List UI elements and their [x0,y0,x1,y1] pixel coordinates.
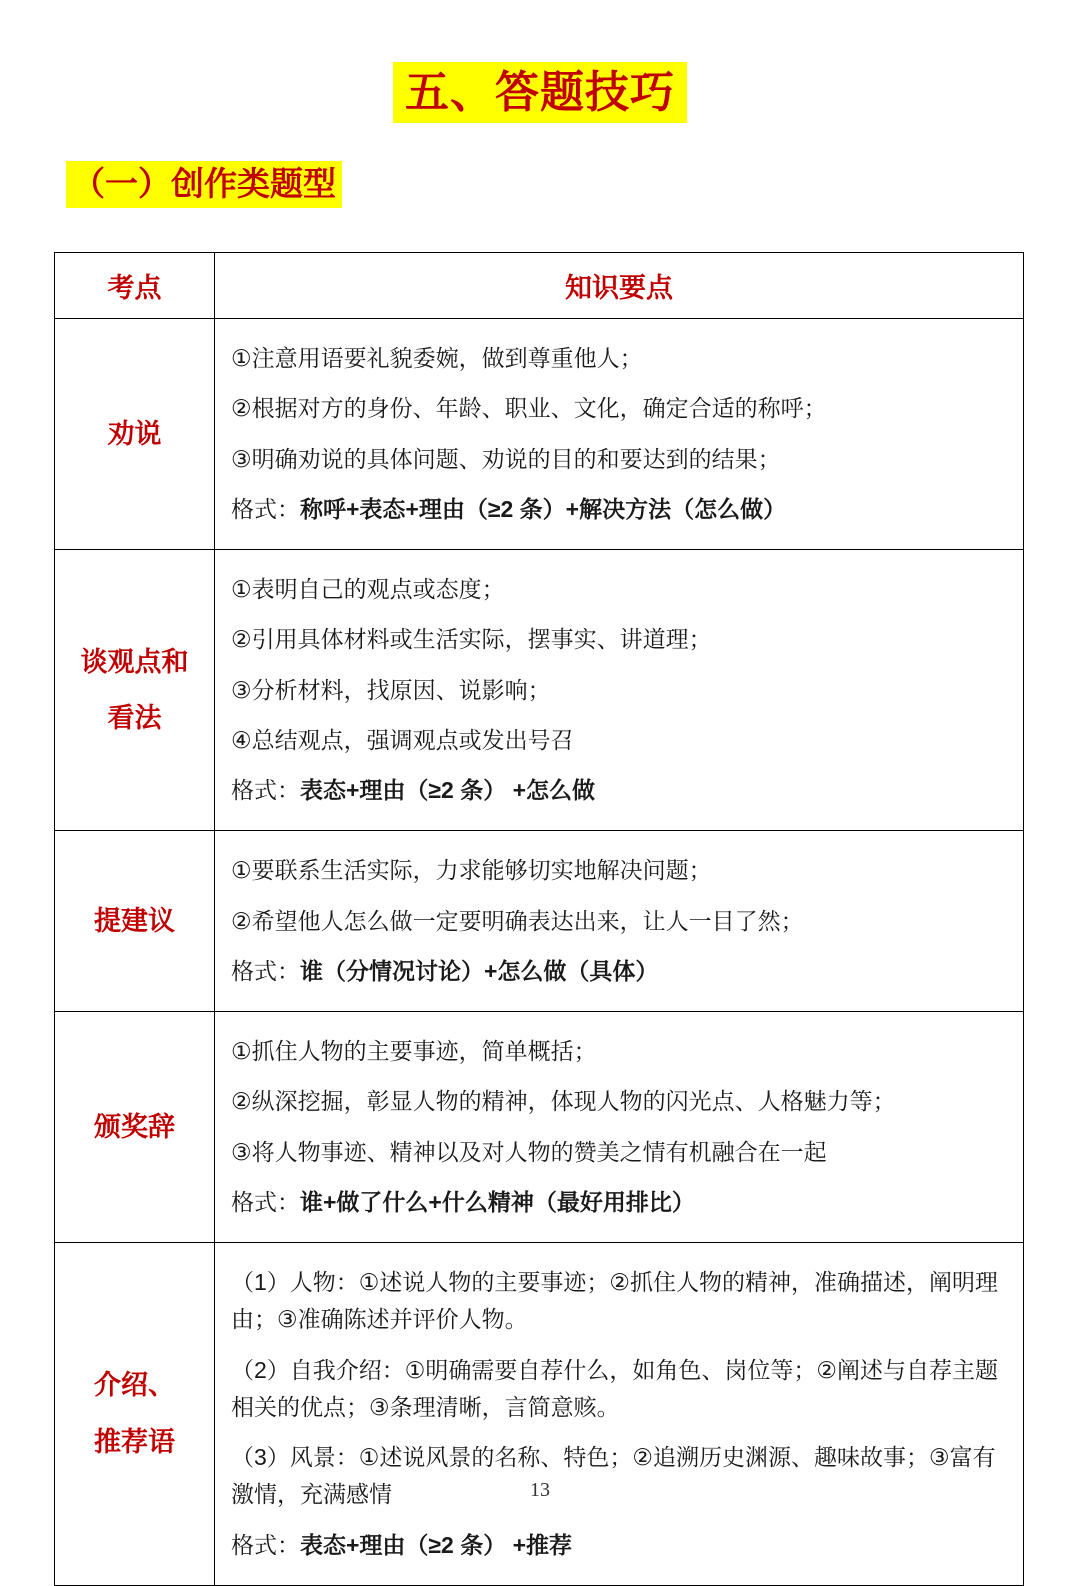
point-line: ①抓住人物的主要事迹，简单概括； [231,1038,597,1065]
point-line: 格式：谁（分情况讨论）+怎么做（具体） [231,957,659,984]
point-line: ①要联系生活实际，力求能够切实地解决问题； [231,857,712,884]
column-header-points: 知识要点 [215,253,1024,319]
table-row [55,1243,1024,1586]
point-line: ③明确劝说的具体问题、劝说的目的和要达到的结果； [231,445,781,472]
page-title: 五、答题技巧 [393,62,687,123]
table-row [55,550,1024,831]
point-line: 格式：称呼+表态+理由（≥2 条）+解决方法（怎么做） [231,495,787,522]
topic-label: 颁奖辞 [55,1012,215,1243]
section-heading: （一）创作类题型 [66,161,342,208]
point-line: （1）人物：①述说人物的主要事迹；②抓住人物的精神，准确描述，阐明理由；③准确陈述并评价人物。 [231,1269,999,1333]
point-line: （2）自我介绍：①明确需要自荐什么，如角色、岗位等；②阐述与自荐主题相关的优点；③条理清晰，言简意赅。 [231,1356,999,1420]
knowledge-points-cell [215,550,1024,831]
point-line: ①表明自己的观点或态度； [231,576,505,603]
table-header-row [55,253,1024,319]
table-row [55,319,1024,550]
point-line: ②根据对方的身份、年龄、职业、文化，确定合适的称呼； [231,395,827,422]
point-line: （3）风景：①述说风景的名称、特色；②追溯历史渊源、趣味故事；③富有激情，充满感情 [231,1444,996,1508]
point-line: ②引用具体材料或生活实际，摆事实、讲道理； [231,626,712,653]
point-line: ②纵深挖掘，彰显人物的精神，体现人物的闪光点、人格魅力等； [231,1088,896,1115]
page-number: 13 [530,1479,550,1501]
point-line: ②希望他人怎么做一定要明确表达出来，让人一目了然； [231,907,804,934]
table-row [55,1012,1024,1243]
page-footer [0,1479,1080,1502]
point-line: 格式：表态+理由（≥2 条） +推荐 [231,1531,573,1558]
point-line: 格式：谁+做了什么+什么精神（最好用排比） [231,1188,695,1215]
knowledge-points-cell [215,831,1024,1012]
knowledge-points-cell [215,319,1024,550]
point-line: ③分析材料，找原因、说影响； [231,676,551,703]
section-heading-wrap [66,161,1026,208]
point-line: ③将人物事迹、精神以及对人物的赞美之情有机融合在一起 [231,1138,827,1165]
topic-label: 提建议 [55,831,215,1012]
table-body [55,319,1024,1586]
column-header-topic: 考点 [55,253,215,319]
topic-label: 介绍、 推荐语 [55,1243,215,1586]
knowledge-points-cell [215,1012,1024,1243]
table-row [55,831,1024,1012]
point-line: ①注意用语要礼貌委婉，做到尊重他人； [231,345,643,372]
knowledge-points-cell [215,1243,1024,1586]
topic-label: 谈观点和 看法 [55,550,215,831]
topics-table [54,252,1024,1586]
table-header [55,253,1024,319]
point-line: ④总结观点，强调观点或发出号召 [231,726,574,753]
page-title-wrap [54,62,1026,123]
topic-label: 劝说 [55,319,215,550]
point-line: 格式：表态+理由（≥2 条） +怎么做 [231,777,596,804]
